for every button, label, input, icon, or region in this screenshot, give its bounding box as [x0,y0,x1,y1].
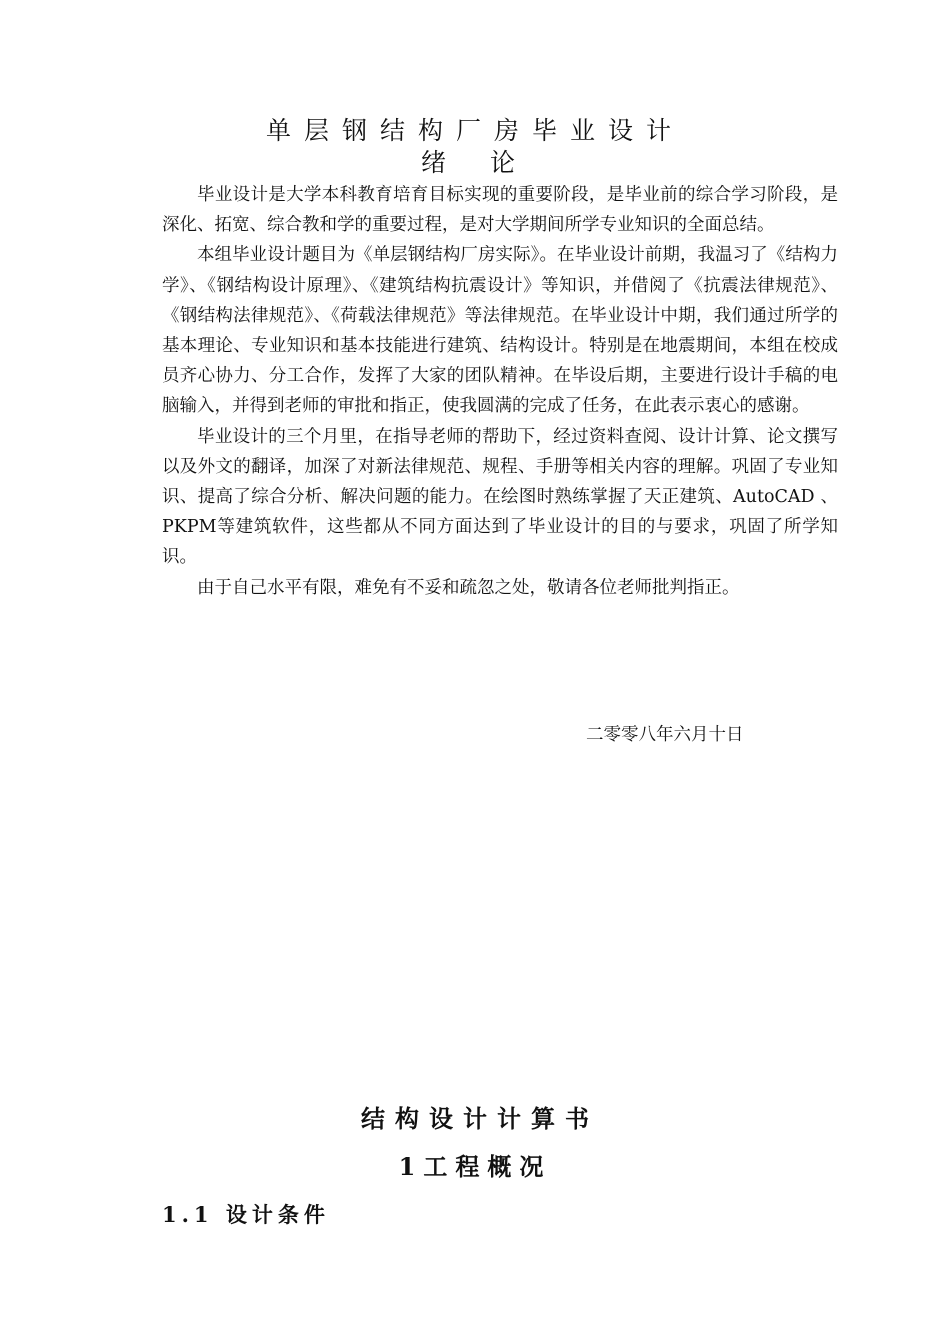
paragraph: 本组毕业设计题目为《单层钢结构厂房实际》。在毕业设计前期，我温习了《结构力学》、《钢结构设计原理》、《建筑结构抗震设计》等知识，并借阅了《抗震法律规范》、《钢结构法律规范》、《荷载法律规范》等法律规范。在毕业设计中期，我们通过所学的基本理论、专业知识和基本技能进行建筑、结构设计。特别是在地震期间，本组在校成员齐心协力、分工合作，发挥了大家的团队精神。在毕设后期，主要进行设计手稿的电脑输入，并得到老师的审批和指正，使我圆满的完成了任务，在此表示衷心的感谢。 [162,245,838,417]
body-text [162,180,838,603]
document-subtitle: 绪论 [420,148,559,177]
subsection-number: 1.1 [162,1202,214,1227]
paragraph: 毕业设计的三个月里，在指导老师的帮助下，经过资料查阅、设计计算、论文撰写以及外文的翻译，加深了对新法律规范、规程、手册等相关内容的理解。巩固了专业知识、提高了综合分析、解决问题的能力。在绘图时熟练掌握了天正建筑、AutoCAD 、PKPM等建筑软件，这些都从不同方面达到了毕业设计的目的与要求，巩固了所学知识。 [162,426,838,568]
subsection-heading [162,1197,330,1233]
subsection-label: 设计条件 [225,1202,330,1227]
section-heading: 1工程概况 [398,1152,552,1181]
signature-date: 二零零八年六月十日 [586,725,744,745]
document-title: 单层钢结构厂房毕业设计 [265,116,684,145]
paragraph: 毕业设计是大学本科教育培育目标实现的重要阶段，是毕业前的综合学习阶段，是深化、拓宽、综合教和学的重要过程，是对大学期间所学专业知识的全面总结。 [162,185,838,236]
calculation-book-title: 结构设计计算书 [361,1105,599,1133]
paragraph: 由于自己水平有限，难免有不妥和疏忽之处，敬请各位老师批判指正。 [197,577,740,598]
